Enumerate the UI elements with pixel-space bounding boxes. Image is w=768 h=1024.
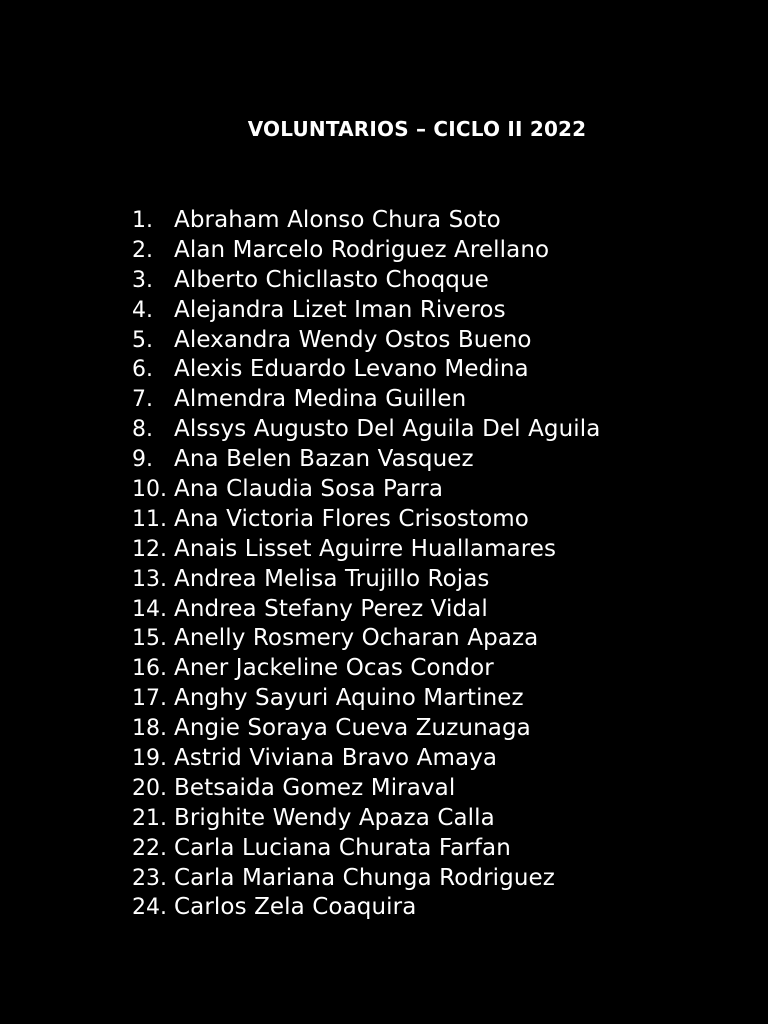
list-item-name: Ana Belen Bazan Vasquez (174, 446, 474, 473)
list-item-number: 16. (132, 656, 167, 682)
list-item (132, 833, 600, 863)
list-item-number: 11. (132, 506, 167, 532)
list-item-number: 24. (132, 895, 167, 921)
list-item (132, 743, 600, 773)
list-item-name: Aner Jackeline Ocas Condor (174, 655, 494, 682)
list-item-number: 22. (132, 835, 167, 861)
list-item (132, 713, 600, 743)
list-item-name: Almendra Medina Guillen (174, 386, 467, 413)
list-item-number: 5. (132, 327, 153, 353)
list-item (132, 892, 600, 922)
list-item (132, 235, 600, 265)
list-item-number: 20. (132, 775, 167, 801)
list-item (132, 205, 600, 235)
list-item-number: 12. (132, 536, 167, 562)
list-item-name: Brighite Wendy Apaza Calla (174, 804, 495, 831)
list-item (132, 384, 600, 414)
list-item-name: Abraham Alonso Chura Soto (174, 207, 501, 233)
list-item-number: 18. (132, 716, 167, 742)
list-item-name: Angie Soraya Cueva Zuzunaga (174, 715, 531, 742)
list-item (132, 474, 600, 504)
list-item (132, 683, 600, 713)
list-item (132, 534, 600, 564)
list-item (132, 325, 600, 355)
list-item (132, 594, 600, 624)
list-item (132, 265, 600, 295)
list-item (132, 803, 600, 833)
list-item-number: 15. (132, 626, 167, 652)
list-item-name: Alssys Augusto Del Aguila Del Aguila (174, 416, 601, 443)
list-item-name: Alexandra Wendy Ostos Bueno (174, 326, 532, 353)
list-item-number: 10. (132, 477, 167, 503)
list-item-name: Anelly Rosmery Ocharan Apaza (174, 625, 539, 652)
list-item (132, 564, 600, 594)
list-item (132, 773, 600, 803)
list-item-name: Ana Victoria Flores Crisostomo (174, 505, 529, 532)
list-item-name: Ana Claudia Sosa Parra (174, 476, 444, 503)
list-item-name: Astrid Viviana Bravo Amaya (174, 745, 498, 772)
list-item-number: 17. (132, 686, 167, 712)
list-item (132, 295, 600, 325)
list-item (132, 504, 600, 534)
list-item-name: Carla Mariana Chunga Rodriguez (174, 864, 555, 891)
list-item-name: Andrea Melisa Trujillo Rojas (174, 565, 490, 592)
list-item-number: 19. (132, 746, 167, 772)
list-item-number: 23. (132, 865, 167, 891)
list-item-number: 6. (132, 357, 153, 383)
list-item (132, 444, 600, 474)
volunteer-list (132, 205, 600, 922)
list-item-number: 2. (132, 237, 153, 263)
list-item-number: 8. (132, 417, 153, 443)
page-title: VOLUNTARIOS – CICLO II 2022 (247, 117, 587, 141)
list-item-number: 9. (132, 447, 153, 473)
list-item-name: Andrea Stefany Perez Vidal (174, 595, 488, 622)
list-item (132, 623, 600, 653)
list-item-number: 21. (132, 805, 167, 831)
list-item (132, 414, 600, 444)
list-item-number: 3. (132, 267, 153, 293)
list-item-number: 1. (132, 208, 153, 233)
list-item-name: Anais Lisset Aguirre Huallamares (174, 535, 557, 562)
list-item-name: Alan Marcelo Rodriguez Arellano (174, 236, 550, 263)
list-item-number: 7. (132, 387, 153, 413)
list-item (132, 863, 600, 893)
list-item (132, 653, 600, 683)
list-item-number: 13. (132, 566, 167, 592)
list-item-name: Anghy Sayuri Aquino Martinez (174, 685, 524, 712)
list-item-name: Alexis Eduardo Levano Medina (174, 356, 529, 383)
list-item-number: 4. (132, 297, 153, 323)
list-item-number: 14. (132, 596, 167, 622)
list-item-name: Betsaida Gomez Miraval (174, 774, 456, 801)
list-item-name: Carla Luciana Churata Farfan (174, 834, 511, 861)
list-item-name: Carlos Zela Coaquira (174, 894, 417, 921)
list-item (132, 354, 600, 384)
list-item-name: Alberto Chicllasto Choqque (174, 266, 489, 293)
list-item-name: Alejandra Lizet Iman Riveros (174, 296, 506, 323)
